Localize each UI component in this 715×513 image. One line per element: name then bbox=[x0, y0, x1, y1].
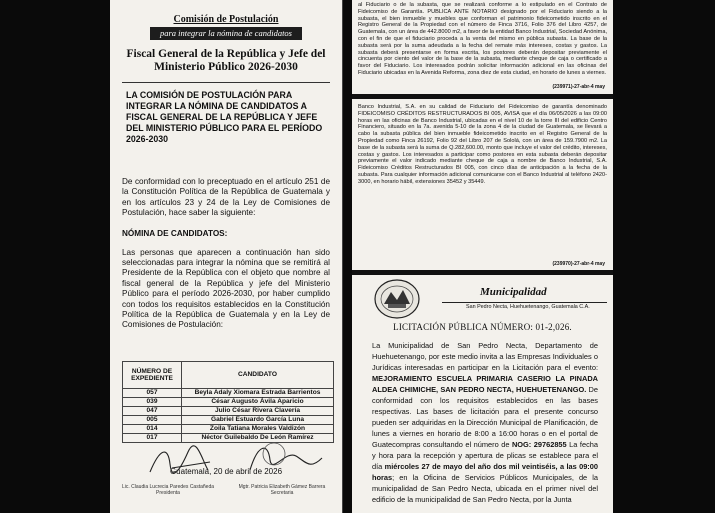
municipal-seal-icon bbox=[372, 278, 422, 320]
header-expediente: NÚMERO DE EXPEDIENTE bbox=[123, 361, 182, 388]
signing-date: Guatemala, 20 de abril de 2026 bbox=[169, 466, 283, 476]
notice-text: al Fiduciario o de la subasta, que se realizará conforme a lo estipulado en el Contrato de Fideicomiso de Garantía. PUBLICA ANTE NOTARIO designado por el Fiduciario siendo a la subasta, el bien inmueble y muebles que conforman el patrimonio fideicometido inscrito en el Registro General de la Propiedad con el número de Finca 3716, Folio 376 del Libro 4257, de Guatemala, con un área de 442.8000 m2, a favor de la entidad Banco Industrial, Sociedad Anónima, con el fin de que el fiduciario proceda a la venta del mismo en pública subasta. La base de la subasta será por la suma adeudada a la fecha del remate más intereses, costas y gastos. La subasta deberá presentarse en forma escrita, los postores deberán depositar previamente el cincuenta por ciento del valor de la base de la subasta, mediante cheque de caja o certificado a favor del Fiduciario. Los interesados podrán solicitar información adicional en las oficinas del Fiduciario ubicadas en la Avenida Reforma, zona diez de esta ciudad, en horario de lunes a viernes. bbox=[358, 2, 607, 76]
candidate-name: Néctor Guilebaldo De León Ramírez bbox=[182, 433, 334, 442]
subasta-notice-1 bbox=[358, 2, 607, 82]
selection-paragraph: Las personas que aparecen a continuación han sido seleccionadas para integrar la nómina que se remitirá al Presidente de la República con el objeto que nombre al fiscal general de la República y jefe del Ministerio Público para el período 2026-2030, por haber cumplido con todos los requisitos establecidos en la Constitución Política de la República de Guatemala y en la Ley de Comisiones de Postulación: bbox=[122, 247, 330, 330]
licitacion-title: LICITACIÓN PÚBLICA NÚMERO: 01-2,026. bbox=[393, 322, 572, 332]
subasta-notice-2 bbox=[358, 104, 607, 258]
classifieds-page bbox=[352, 0, 613, 513]
signature-presidenta bbox=[120, 484, 216, 496]
signer-name: Mgtr. Patricia Elizabeth Gámez Barrera bbox=[238, 484, 326, 490]
municipality-location: San Pedro Necta, Huehuetenango, Guatemala C.A. bbox=[466, 304, 590, 310]
center-gutter bbox=[342, 0, 352, 513]
table-row bbox=[123, 406, 334, 415]
table-row bbox=[123, 388, 334, 397]
lic-text: La Municipalidad de San Pedro Necta, Departamento de Huehuetenango, por este medio invita a las Empresas Individuales o Jurídicas interesadas en participar en la Licitación para el evento: bbox=[372, 341, 598, 372]
notice-ref: (239971)-27-abr-4 may bbox=[552, 84, 605, 90]
lic-text: La fecha y hora para la recepción y apertura de plicas se establece para el día bbox=[372, 440, 598, 471]
handwritten-signatures-icon bbox=[110, 440, 342, 480]
signer-name: Lic. Claudia Lucrecia Paredes Castañeda bbox=[122, 484, 214, 490]
candidate-name: Julio César Rivera Clavería bbox=[182, 406, 334, 415]
expediente-number: 057 bbox=[123, 388, 182, 397]
right-dark-margin bbox=[613, 0, 715, 513]
candidate-name: Zoila Tatiana Morales Valdizón bbox=[182, 424, 334, 433]
candidate-name: César Augusto Ávila Aparicio bbox=[182, 397, 334, 406]
postulacion-notice bbox=[110, 0, 343, 513]
intro-heading: LA COMISIÓN DE POSTULACIÓN PARA INTEGRAR LA NÓMINA DE CANDIDATOS A FISCAL GENERAL DE LA REPÚBLICA Y JEFE DEL MINISTERIO PÚBLICO PARA EL PERÍODO 2026-2030 bbox=[126, 90, 323, 144]
signature-secretaria bbox=[234, 484, 330, 496]
section-divider bbox=[352, 94, 613, 99]
expediente-number: 039 bbox=[123, 397, 182, 406]
licitacion-body bbox=[372, 340, 598, 505]
lic-text: De conformidad con los requisitos establecidos en las bases respectivas. Las bases de licitación para el presente concurso pueden ser adquiridas en la Dirección Municipal de Planificación, de lunes a viernes en horario de 8:00 a 16:00 horas o en el portal de Guatecompras consultando el número de bbox=[372, 385, 598, 449]
expediente-number: 017 bbox=[123, 433, 182, 442]
lic-text: ; en la Oficina de Servicios Públicos Municipales, de la municipalidad de San Pedro Necta, ubicada en el primer nivel del edificio de la municipalidad de San Pedro Necta, por la Junta bbox=[372, 473, 598, 504]
notice-ref: (239970)-27-abr-4 may bbox=[552, 261, 605, 267]
comision-banner: para integrar la nómina de candidatos bbox=[150, 27, 302, 40]
expediente-number: 005 bbox=[123, 415, 182, 424]
signer-role: Secretaria bbox=[270, 490, 294, 496]
table-row bbox=[123, 424, 334, 433]
table-row bbox=[123, 397, 334, 406]
header-rule bbox=[442, 302, 607, 303]
candidate-name: Gabriel Estuardo García Luna bbox=[182, 415, 334, 424]
expediente-number: 047 bbox=[123, 406, 182, 415]
signer-role: Presidenta bbox=[156, 490, 180, 496]
signature-area bbox=[110, 440, 342, 513]
header-candidato: CANDIDATO bbox=[182, 361, 334, 388]
comision-title: Comisión de Postulación bbox=[173, 14, 279, 25]
municipality-header bbox=[358, 276, 607, 322]
lic-event: MEJORAMIENTO ESCUELA PRIMARIA CASERIO LA PINADA ALDEA CHIMICHE, SAN PEDRO NECTA, HUEHUETENANGO. bbox=[372, 374, 598, 394]
candidates-table bbox=[122, 361, 334, 443]
municipality-name: Municipalidad bbox=[480, 286, 547, 298]
lic-nog: NOG: 29762855 bbox=[511, 440, 567, 449]
left-dark-margin bbox=[0, 0, 110, 513]
candidate-name: Beyla Adaly Xiomara Estrada Barrientos bbox=[182, 388, 334, 397]
section-divider bbox=[352, 270, 613, 275]
lic-date: miércoles 27 de mayo del año dos mil veintiséis, a las 09:00 horas bbox=[372, 462, 598, 482]
notice-text: Banco Industrial, S.A. en su calidad de Fiduciario del Fideicomiso de garantía denominado FIDEICOMISO CRÉDITOS RESTRUCTURADOS BI 005, AVISA que el día 06/05/2026 a las 09:00 horas en las oficinas de Banco Industrial, ubicadas en el nivel 10 de la torre III del edificio Centro Financiero, situado en la 7a. avenida 5-10 de la zona 4 de la ciudad de Guatemala, se llevará a cabo la subasta pública del bien inmueble fideicometido inscrito en el Registro General de la Propiedad como Finca 26192, Folio 92 del Libro 207 de Sololá, con un área de 159.7900 m2. La base de la subasta será la suma de Q.282,600.00, monto que incluye el valor del crédito, intereses, costas y gastos. Los interesados a participar como postores en esta subasta deberán depositar previamente el valor indicado mediante cheque de caja a nombre de Banco Industrial, S.A. Fideicomiso Créditos Restructurados BI 005, con cinco días de anticipación a la fecha de la subasta. Para cualquier información adicional comunicarse con el Banco Industrial al teléfono 2420-3000, en horario hábil, extensiones 35452 y 35449. bbox=[358, 104, 607, 185]
divider bbox=[122, 82, 330, 83]
legal-basis-paragraph: De conformidad con lo preceptuado en el artículo 251 de la Constitución Política de la República de Guatemala y en los artículos 23 y 24 de la Ley de Comisiones de Postulación, hace saber la siguiente: bbox=[122, 177, 330, 218]
fiscal-title: Fiscal General de la República y Jefe del Ministerio Público 2026-2030 bbox=[126, 48, 326, 73]
expediente-number: 014 bbox=[123, 424, 182, 433]
nomina-heading: NÓMINA DE CANDIDATOS: bbox=[122, 228, 228, 238]
table-row bbox=[123, 415, 334, 424]
